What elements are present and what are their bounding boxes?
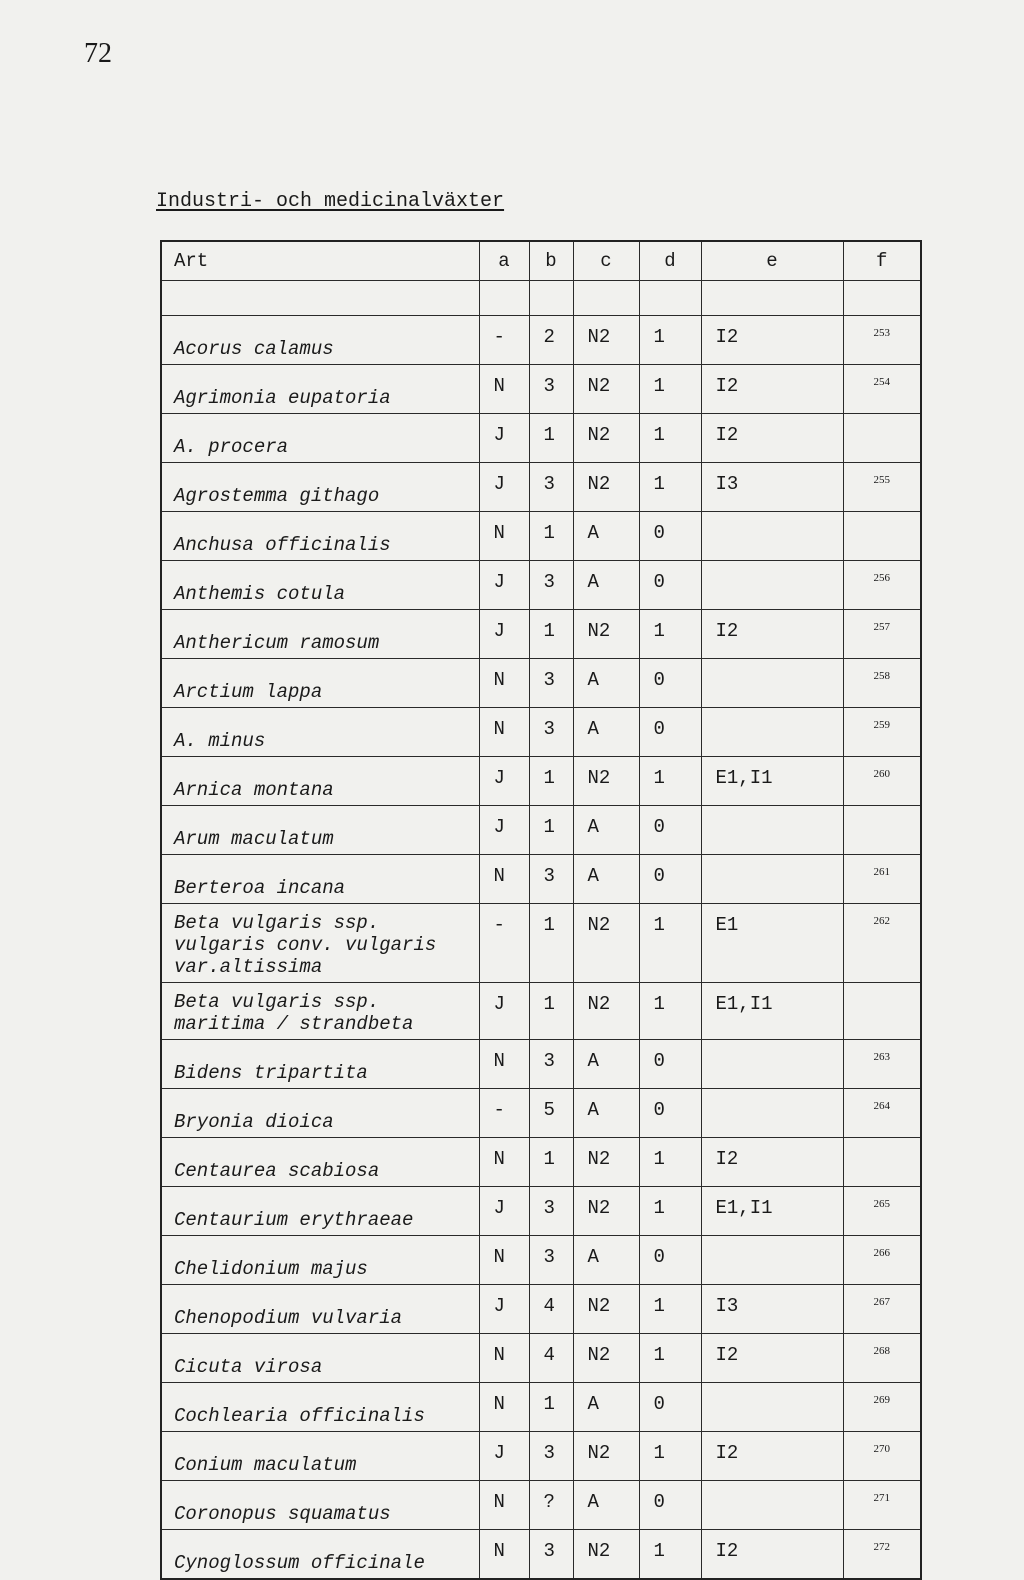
cell-a: N [479,1040,529,1089]
cell-b: 1 [529,1383,573,1432]
cell-f-reference: 264 [843,1089,921,1138]
table-row [161,316,921,365]
cell-f-reference [843,512,921,561]
cell-d: 1 [639,1432,701,1481]
table-row [161,1187,921,1236]
species-name: A. procera [161,414,479,463]
cell-f-reference: 256 [843,561,921,610]
header-art: Art [161,241,479,281]
cell-d: 1 [639,1530,701,1580]
cell-d: 1 [639,757,701,806]
species-name: Anchusa officinalis [161,512,479,561]
cell-a: N [479,1236,529,1285]
cell-f-reference: 269 [843,1383,921,1432]
cell-f-reference: 259 [843,708,921,757]
cell-f-reference: 261 [843,855,921,904]
cell-d: 1 [639,904,701,983]
cell-c: A [573,1040,639,1089]
cell-d: 1 [639,316,701,365]
cell-d: 1 [639,463,701,512]
cell-f-reference: 263 [843,1040,921,1089]
cell-d: 0 [639,708,701,757]
species-name: Anthemis cotula [161,561,479,610]
cell-f-reference: 257 [843,610,921,659]
cell-c: N2 [573,414,639,463]
cell-d: 0 [639,512,701,561]
header-b: b [529,241,573,281]
cell-b: 5 [529,1089,573,1138]
species-name: Acorus calamus [161,316,479,365]
cell-f-reference: 255 [843,463,921,512]
cell-a: N [479,1138,529,1187]
cell-d: 1 [639,414,701,463]
cell-c: N2 [573,1187,639,1236]
cell-c: A [573,1383,639,1432]
cell-a: N [479,1481,529,1530]
cell-e [701,1481,843,1530]
cell-c: A [573,1481,639,1530]
cell-f-reference: 260 [843,757,921,806]
cell-d: 0 [639,1236,701,1285]
cell-a: J [479,414,529,463]
table-row [161,365,921,414]
cell-b: ? [529,1481,573,1530]
species-name: Anthericum ramosum [161,610,479,659]
table-row [161,1285,921,1334]
cell-e: E1,I1 [701,757,843,806]
section-title: Industri- och medicinalväxter [156,190,505,213]
cell-e [701,659,843,708]
cell-c: N2 [573,1432,639,1481]
cell-a: J [479,610,529,659]
cell-c: A [573,512,639,561]
table-body [161,281,921,1580]
cell-d: 1 [639,1334,701,1383]
cell-b: 3 [529,1530,573,1580]
cell-d: 1 [639,1285,701,1334]
species-name: Centaurium erythraeae [161,1187,479,1236]
cell-b: 4 [529,1334,573,1383]
cell-c: A [573,1089,639,1138]
table-row [161,1138,921,1187]
cell-f-reference [843,414,921,463]
cell-f-reference: 266 [843,1236,921,1285]
cell-b: 3 [529,1236,573,1285]
cell-e: I3 [701,1285,843,1334]
cell-a: J [479,1285,529,1334]
cell-e: I2 [701,1138,843,1187]
cell-e: E1,I1 [701,983,843,1040]
cell-a: - [479,904,529,983]
cell-e: E1 [701,904,843,983]
species-name: Arnica montana [161,757,479,806]
table-row [161,757,921,806]
cell-a: J [479,983,529,1040]
table-row [161,855,921,904]
cell-e [701,561,843,610]
cell-c: N2 [573,463,639,512]
cell-a: - [479,1089,529,1138]
cell-b: 3 [529,1187,573,1236]
cell-a: J [479,757,529,806]
cell-c: N2 [573,316,639,365]
cell-c: A [573,708,639,757]
species-table [160,240,922,1580]
cell-c: N2 [573,1285,639,1334]
cell-a: N [479,365,529,414]
table-row [161,414,921,463]
cell-d: 0 [639,1089,701,1138]
cell-e [701,1383,843,1432]
cell-d: 1 [639,1138,701,1187]
cell-f-reference: 254 [843,365,921,414]
cell-e [701,806,843,855]
cell-e: I2 [701,316,843,365]
cell-a: - [479,316,529,365]
cell-d: 0 [639,855,701,904]
cell-e [701,512,843,561]
species-name: Agrostemma githago [161,463,479,512]
cell-e: E1,I1 [701,1187,843,1236]
table-row [161,1383,921,1432]
species-name: Bidens tripartita [161,1040,479,1089]
cell-b: 1 [529,904,573,983]
table-row [161,1334,921,1383]
cell-f-reference: 262 [843,904,921,983]
cell-a: N [479,1383,529,1432]
header-row [161,241,921,281]
cell-d: 1 [639,983,701,1040]
cell-a: J [479,463,529,512]
species-name: Conium maculatum [161,1432,479,1481]
species-name: Cicuta virosa [161,1334,479,1383]
header-c: c [573,241,639,281]
cell-d: 0 [639,806,701,855]
cell-e [701,1040,843,1089]
cell-b: 4 [529,1285,573,1334]
table-row [161,1432,921,1481]
cell-e [701,708,843,757]
table-row [161,1530,921,1580]
species-name: Arum maculatum [161,806,479,855]
cell-c: N2 [573,983,639,1040]
cell-c: A [573,659,639,708]
cell-a: N [479,659,529,708]
cell-a: J [479,1187,529,1236]
cell-c: A [573,561,639,610]
species-name: Bryonia dioica [161,1089,479,1138]
cell-a: N [479,1530,529,1580]
cell-b: 3 [529,1432,573,1481]
cell-c: N2 [573,1530,639,1580]
table-row [161,983,921,1040]
cell-f-reference: 271 [843,1481,921,1530]
cell-e [701,1236,843,1285]
cell-c: A [573,855,639,904]
cell-c: A [573,1236,639,1285]
table-row [161,904,921,983]
species-name: Beta vulgaris ssp. vulgaris conv. vulgaris var.altissima [161,904,479,983]
species-name: Cochlearia officinalis [161,1383,479,1432]
cell-d: 1 [639,610,701,659]
cell-b: 3 [529,561,573,610]
cell-d: 0 [639,561,701,610]
table-row [161,512,921,561]
species-name: Chelidonium majus [161,1236,479,1285]
cell-e [701,1089,843,1138]
cell-a: J [479,806,529,855]
page-number: 72 [84,38,112,69]
cell-c: N2 [573,757,639,806]
header-d: d [639,241,701,281]
cell-c: N2 [573,365,639,414]
cell-e: I2 [701,610,843,659]
cell-f-reference: 265 [843,1187,921,1236]
cell-f-reference: 253 [843,316,921,365]
cell-b: 2 [529,316,573,365]
cell-a: J [479,561,529,610]
cell-a: N [479,708,529,757]
species-name: Berteroa incana [161,855,479,904]
cell-f-reference [843,1138,921,1187]
cell-e: I2 [701,414,843,463]
cell-b: 1 [529,512,573,561]
cell-b: 1 [529,983,573,1040]
species-name: Beta vulgaris ssp. maritima / strandbeta [161,983,479,1040]
cell-b: 3 [529,365,573,414]
cell-b: 1 [529,610,573,659]
cell-e: I2 [701,1432,843,1481]
cell-e [701,855,843,904]
cell-d: 0 [639,1040,701,1089]
cell-d: 0 [639,1383,701,1432]
spacer-row [161,281,921,316]
cell-d: 0 [639,659,701,708]
cell-c: N2 [573,610,639,659]
cell-e: I3 [701,463,843,512]
table-row [161,1481,921,1530]
cell-c: N2 [573,1334,639,1383]
cell-c: A [573,806,639,855]
species-name: Centaurea scabiosa [161,1138,479,1187]
cell-a: N [479,855,529,904]
species-name: Arctium lappa [161,659,479,708]
cell-e: I2 [701,365,843,414]
cell-f-reference: 268 [843,1334,921,1383]
species-name: A. minus [161,708,479,757]
cell-f-reference: 267 [843,1285,921,1334]
cell-b: 3 [529,1040,573,1089]
table-row [161,463,921,512]
cell-b: 1 [529,757,573,806]
cell-a: N [479,1334,529,1383]
table-row [161,1089,921,1138]
cell-b: 3 [529,659,573,708]
cell-f-reference [843,983,921,1040]
cell-b: 1 [529,414,573,463]
header-f: f [843,241,921,281]
cell-b: 1 [529,806,573,855]
cell-f-reference [843,806,921,855]
cell-e: I2 [701,1530,843,1580]
table-row [161,708,921,757]
header-a: a [479,241,529,281]
cell-c: N2 [573,904,639,983]
cell-b: 3 [529,463,573,512]
cell-f-reference: 272 [843,1530,921,1580]
table-row [161,659,921,708]
species-name: Coronopus squamatus [161,1481,479,1530]
cell-f-reference: 270 [843,1432,921,1481]
cell-a: N [479,512,529,561]
cell-e: I2 [701,1334,843,1383]
species-name: Cynoglossum officinale [161,1530,479,1580]
table-row [161,1040,921,1089]
species-name: Chenopodium vulvaria [161,1285,479,1334]
cell-f-reference: 258 [843,659,921,708]
cell-d: 1 [639,1187,701,1236]
species-name: Agrimonia eupatoria [161,365,479,414]
table-row [161,610,921,659]
cell-b: 3 [529,855,573,904]
header-e: e [701,241,843,281]
cell-b: 1 [529,1138,573,1187]
table-row [161,806,921,855]
table-row [161,1236,921,1285]
cell-c: N2 [573,1138,639,1187]
cell-b: 3 [529,708,573,757]
cell-d: 0 [639,1481,701,1530]
table-row [161,561,921,610]
cell-a: J [479,1432,529,1481]
cell-d: 1 [639,365,701,414]
